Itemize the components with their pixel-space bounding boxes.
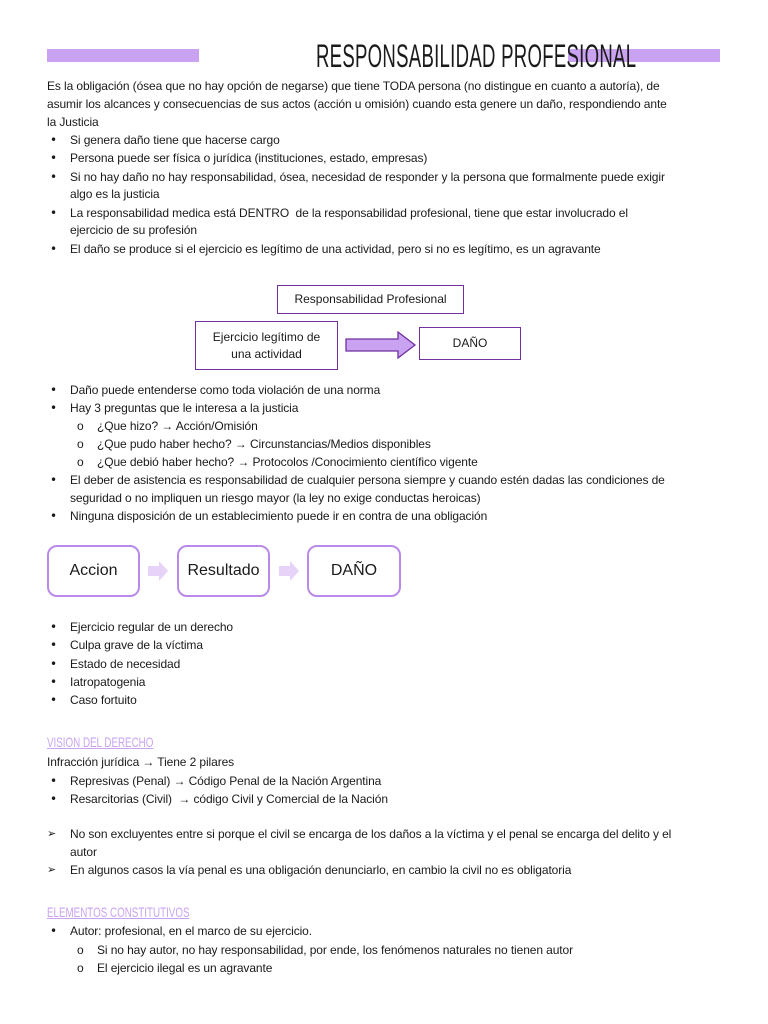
diagram-box-label: una actividad [231,346,302,361]
list-item: • Hay 3 preguntas que le interesa a la justicia [70,400,298,416]
section-intro: Infracción jurídica → Tiene 2 pilares [47,755,235,769]
arrow-list-item: ➢ En algunos casos la vía penal es una obligación denunciarlo, en cambio la civil no es obligatoria [70,862,571,878]
list-item: • Culpa grave de la víctima [70,637,203,653]
list-item-continuation: seguridad o no impliquen un riesgo mayor (la ley no exige conductas heroicas) [70,491,481,505]
list-item: • Si no hay daño no hay responsabilidad, ósea, necesidad de responder y la persona que formalmente puede exigir [70,169,665,185]
diagram-box-ejercicio [195,321,338,370]
arrow-list-item: ➢ No son excluyentes entre si porque el civil se encarga de los daños a la víctima y el penal se encarga del delito y el [70,826,671,842]
diagram-box-dano [419,327,521,360]
list-item: • Resarcitorias (Civil) → código Civil y Comercial de la Nación [70,791,388,807]
intro-line: asumir los alcances y consecuencias de sus actos (acción u omisión) cuando esta genere un daño, respondiendo ante [47,97,667,111]
list-item-continuation: algo es la justicia [70,187,160,201]
list-item: • Autor: profesional, en el marco de su ejercicio. [70,923,312,939]
section-heading-elementos: ELEMENTOS CONSTITUTIVOS [47,904,190,920]
diagram-box-label: Ejercicio legítimo de [212,329,321,344]
sub-list-item: o ¿Que pudo haber hecho? → Circunstancias/Medios disponibles [97,436,431,452]
diagram-box-label: DAÑO [452,336,488,350]
flow-arrow-icon [279,561,299,581]
list-item: • Si genera daño tiene que hacerse cargo [70,132,280,148]
diagram-box-responsabilidad [277,285,464,314]
sub-list-item: o Si no hay autor, no hay responsabilidad, por ende, los fenómenos naturales no tienen autor [97,942,573,958]
list-item: • Estado de necesidad [70,656,180,672]
list-item: • El deber de asistencia es responsabilidad de cualquier persona siempre y cuando estén dadas las condiciones de [70,472,665,488]
flow-box-dano [307,545,401,597]
sub-list-item: o ¿Que debió haber hecho? → Protocolos /Conocimiento científico vigente [97,454,478,470]
list-item: • Represivas (Penal) → Código Penal de la Nación Argentina [70,773,381,789]
flow-box-resultado [177,545,270,597]
list-item-continuation: ejercicio de su profesión [70,223,197,237]
list-item: • Caso fortuito [70,692,137,708]
flow-box-accion [47,545,140,597]
flow-box-label: Accion [69,562,118,579]
flow-box-label: DAÑO [330,562,378,579]
list-item: • Persona puede ser física o jurídica (instituciones, estado, empresas) [70,150,427,166]
diagram-box-label: Responsabilidad Profesional [294,292,447,306]
list-item: • Ninguna disposición de un establecimiento puede ir en contra de una obligación [70,508,487,524]
title-bar-left [47,49,199,62]
list-item: • Daño puede entenderse como toda violación de una norma [70,382,380,398]
list-item: • Ejercicio regular de un derecho [70,619,233,635]
section-heading-vision: VISION DEL DERECHO [47,734,154,750]
list-item: • La responsabilidad medica está DENTRO de la responsabilidad profesional, tiene que estar involucrado el [70,205,628,221]
intro-line: la Justicia [47,115,99,129]
flow-box-label: Resultado [187,562,260,579]
list-item-continuation: autor [70,845,97,859]
flow-arrow-icon [148,561,168,581]
right-arrow-icon [345,331,417,359]
sub-list-item: o ¿Que hizo? → Acción/Omisión [97,418,258,434]
sub-list-item: o El ejercicio ilegal es un agravante [97,960,272,976]
page-title: RESPONSABILIDAD PROFESIONAL [315,38,637,74]
intro-line: Es la obligación (ósea que no hay opción de negarse) que tiene TODA persona (no distingue en cuanto a autoría), de [47,79,660,93]
list-item: • Iatropatogenia [70,674,145,690]
list-item: • El daño se produce si el ejercicio es legítimo de una actividad, pero si no es legítimo, es un agravante [70,241,601,257]
